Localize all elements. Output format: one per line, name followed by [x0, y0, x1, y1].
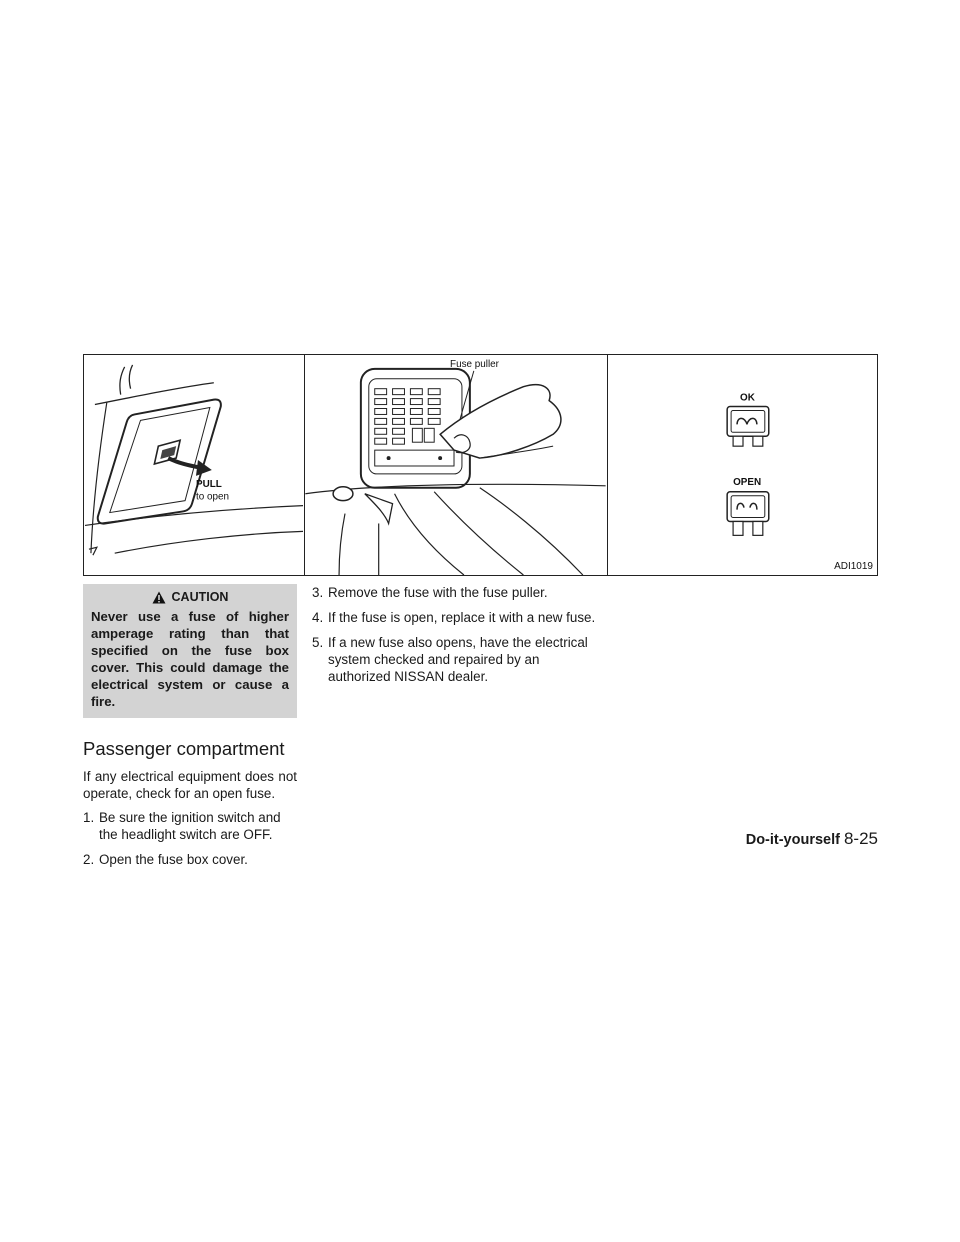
fuse-condition-panel [607, 355, 878, 575]
to-open-label: to open [195, 491, 229, 503]
list-item [312, 584, 602, 601]
pull-label: PULL [195, 478, 222, 490]
step-number: 1. [83, 810, 95, 825]
open-fuse-icon [727, 492, 769, 536]
open-label: OPEN [733, 476, 762, 488]
list-item [83, 851, 297, 868]
caution-header [91, 586, 289, 608]
page-footer [746, 829, 878, 849]
list-item [83, 809, 297, 843]
ok-fuse-icon [727, 407, 769, 447]
footer-section-title: Do-it-yourself [745, 832, 840, 848]
list-item [312, 634, 602, 685]
page-number: 8-25 [843, 829, 878, 848]
caution-text: Never use a fuse of higher amperage rating than that specified on the fuse box cover. This could damage the electrical system or cause a fire. [91, 609, 289, 709]
intro-paragraph: If any electrical equipment does not operate, check for an open fuse. [83, 769, 297, 801]
right-column [312, 584, 602, 693]
fuse-condition-drawing [607, 355, 878, 575]
step-number: 4. [312, 610, 324, 625]
fuse-box-cover-panel [84, 355, 305, 575]
step-text: Be sure the ignition switch and the headlight switch are OFF. [99, 810, 281, 842]
list-item [312, 609, 602, 626]
step-text: Remove the fuse with the fuse puller. [328, 585, 548, 600]
fuse-puller-panel [304, 355, 608, 575]
fuse-puller-drawing [304, 355, 607, 575]
step-number: 3. [312, 585, 324, 600]
figure-code: ADI1019 [834, 561, 873, 572]
left-column [83, 584, 297, 876]
illustration-figure [83, 354, 878, 576]
caution-title: CAUTION [171, 589, 229, 604]
section-heading: Passenger compartment [83, 738, 285, 759]
step-number: 2. [83, 852, 95, 867]
fuse-box-cover-drawing [84, 355, 304, 575]
step-text: If a new fuse also opens, have the electrical system checked and repaired by an authorized NISSAN dealer. [328, 635, 588, 684]
step-text: Open the fuse box cover. [99, 852, 248, 867]
step-text: If the fuse is open, replace it with a new fuse. [328, 610, 596, 625]
caution-box [83, 584, 297, 718]
warning-triangle-icon [152, 591, 166, 604]
fuse-puller-label: Fuse puller [450, 358, 499, 370]
ok-label: OK [740, 392, 755, 404]
step-number: 5. [312, 635, 324, 650]
